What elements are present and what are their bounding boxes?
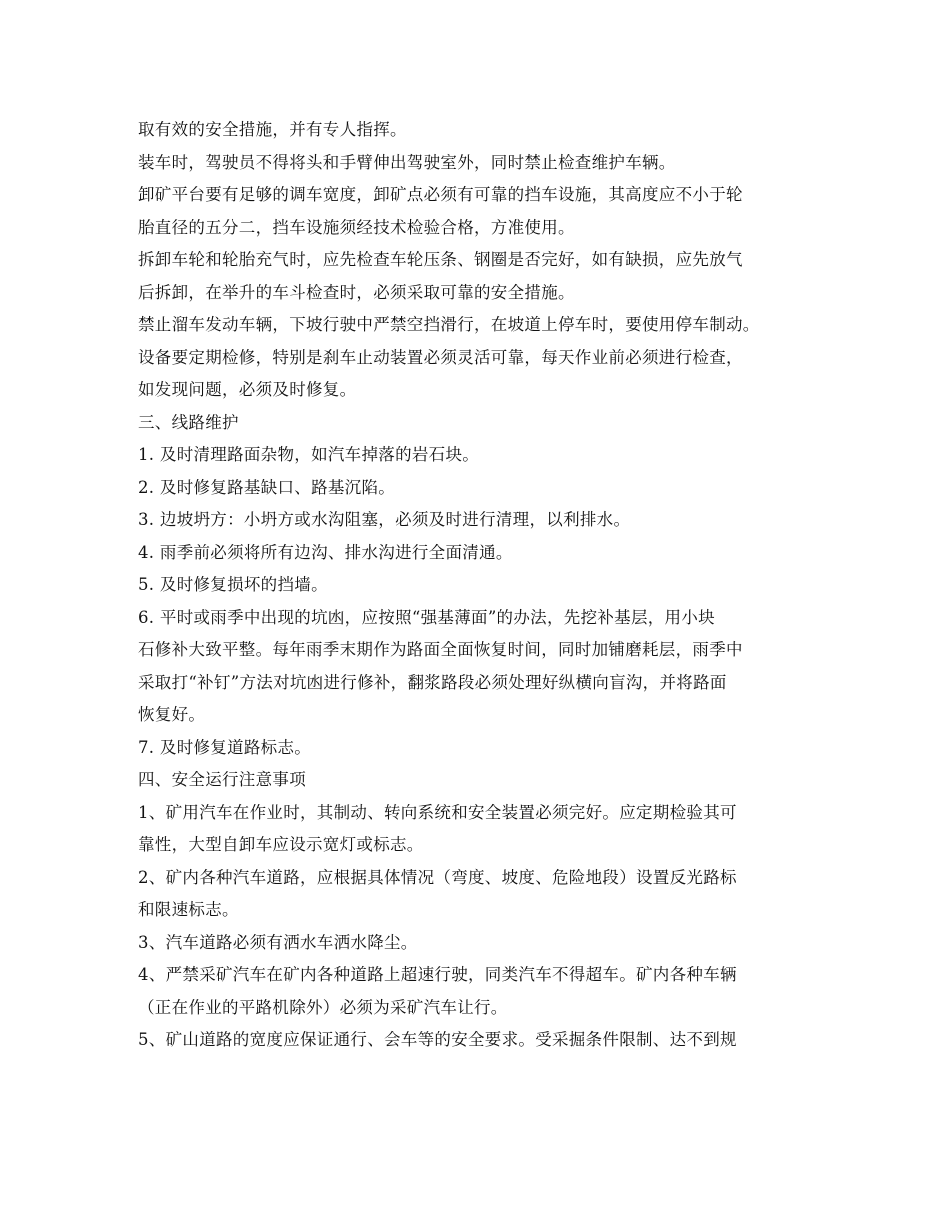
list-item: 6. 平时或雨季中出现的坑凼，应按照“强基薄面”的办法，先挖补基层，用小块 <box>138 607 715 627</box>
text-line: 取有效的安全措施，并有专人指挥。 <box>138 120 407 139</box>
text-line: 拆卸车轮和轮胎充气时，应先检查车轮压条、钢圈是否完好，如有缺损，应先放气 <box>138 250 743 269</box>
text-line: 采取打“补钉”方法对坑凼进行修补，翻浆路段必须处理好纵横向盲沟，并将路面 <box>138 672 727 692</box>
list-item: 3. 边坡坍方：小坍方或水沟阻塞，必须及时进行清理，以利排水。 <box>138 510 631 529</box>
document-body <box>138 114 828 1057</box>
text-line: 靠性，大型自卸车应设示宽灯或标志。 <box>138 835 424 854</box>
section-heading: 三、线路维护 <box>138 412 239 432</box>
list-item: 4、严禁采矿汽车在矿内各种道路上超速行驶，同类汽车不得超车。矿内各种车辆 <box>138 965 737 984</box>
text-line: 胎直径的五分二，挡车设施须经技术检验合格，方准使用。 <box>138 217 575 237</box>
text-line: 设备要定期检修，特别是刹车止动装置必须灵活可靠，每天作业前必须进行检查， <box>138 347 743 367</box>
text-line: 石修补大致平整。每年雨季末期作为路面全面恢复时间，同时加铺磨耗层，雨季中 <box>138 640 743 659</box>
section-heading: 四、安全运行注意事项 <box>138 770 306 789</box>
text-line: （正在作业的平路机除外）必须为采矿汽车让行。 <box>138 997 508 1017</box>
list-item: 4. 雨季前必须将所有边沟、排水沟进行全面清通。 <box>138 542 513 562</box>
text-line: 如发现问题，必须及时修复。 <box>138 380 357 399</box>
list-item: 5、矿山道路的宽度应保证通行、会车等的安全要求。受采掘条件限制、达不到规 <box>138 1030 737 1049</box>
list-item: 1、矿用汽车在作业时，其制动、转向系统和安全装置必须完好。应定期检验其可 <box>138 802 737 822</box>
text-line: 后拆卸，在举升的车斗检查时，必须采取可靠的安全措施。 <box>138 282 575 302</box>
list-item: 2. 及时修复路基缺口、路基沉陷。 <box>138 477 396 497</box>
list-item: 7. 及时修复道路标志。 <box>138 737 312 757</box>
text-line: 恢复好。 <box>138 705 206 724</box>
list-item: 1. 及时清理路面杂物，如汽车掉落的岩石块。 <box>138 445 480 464</box>
list-item: 3、汽车道路必须有洒水车洒水降尘。 <box>138 932 418 952</box>
text-line: 和限速标志。 <box>138 900 239 919</box>
text-line: 卸矿平台要有足够的调车宽度，卸矿点必须有可靠的挡车设施，其高度应不小于轮 <box>138 185 743 204</box>
list-item: 5. 及时修复损坏的挡墙。 <box>138 575 328 594</box>
text-line: 装车时，驾驶员不得将头和手臂伸出驾驶室外，同时禁止检查维护车辆。 <box>138 152 676 172</box>
text-line: 禁止溜车发动车辆，下坡行驶中严禁空挡滑行，在坡道上停车时，要使用停车制动。 <box>138 315 760 334</box>
list-item: 2、矿内各种汽车道路，应根据具体情况（弯度、坡度、危险地段）设置反光路标 <box>138 867 737 887</box>
